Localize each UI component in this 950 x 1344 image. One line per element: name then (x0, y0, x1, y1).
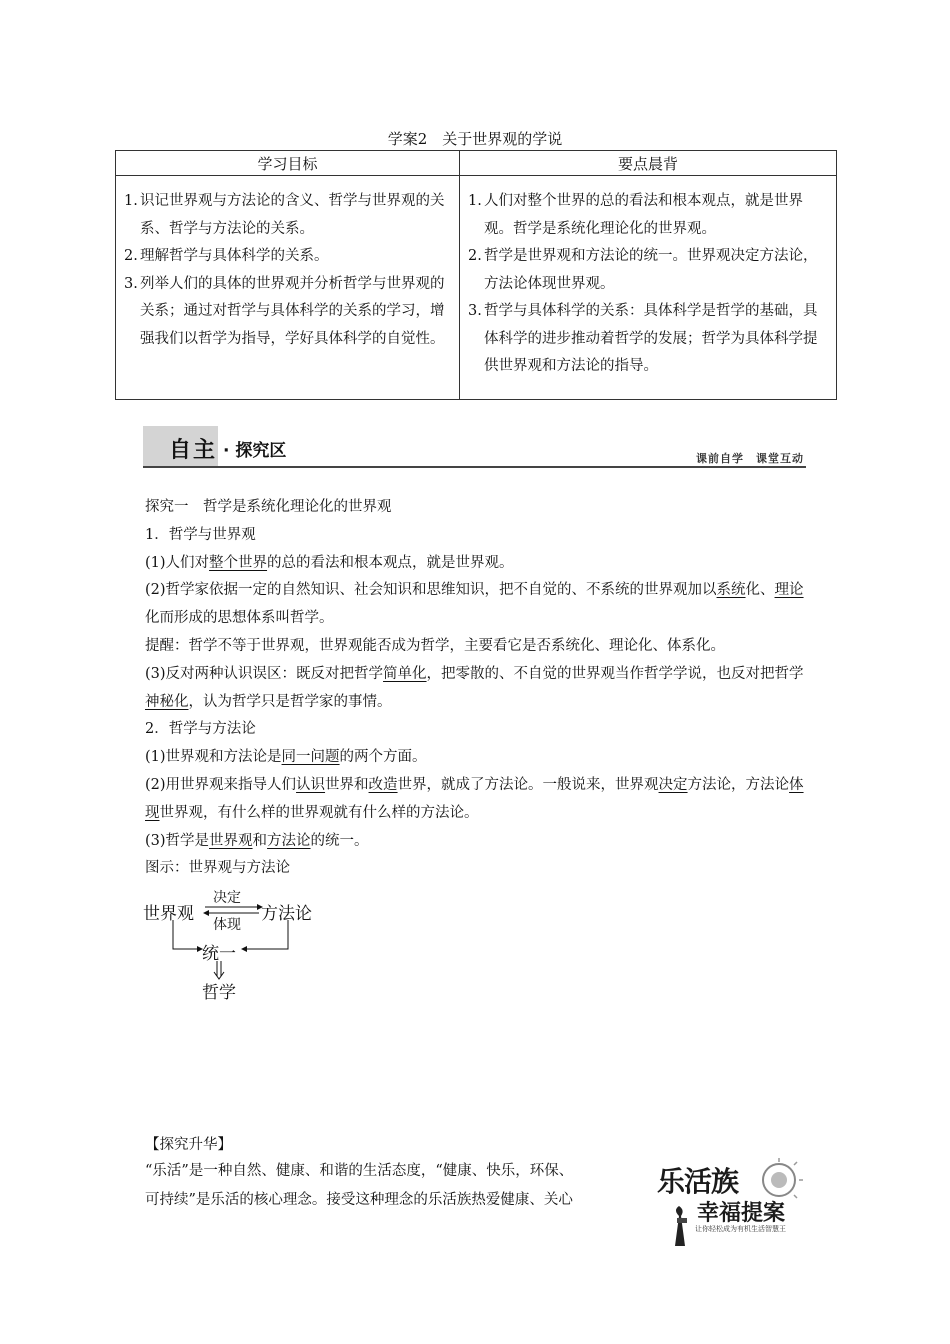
list-item: 2. 哲学是世界观和方法论的统一。世界观决定方法论，方法论体现世界观。 (468, 248, 818, 292)
banner-right: 课前自学 课堂互动 (696, 452, 804, 465)
divider (143, 466, 806, 468)
section-body (145, 494, 810, 883)
page-title: 学案2 关于世界观的学说 (387, 130, 563, 148)
diagram-worldview: 世界观 (143, 904, 194, 924)
paragraph: (3)哲学是世界观和方法论的统一。 (145, 832, 369, 849)
subheading-1: 1．哲学与世界观 (145, 526, 256, 543)
list-item: 3. 哲学与具体科学的关系：具体科学是哲学的基础，具体科学的进步推动着哲学的发展；哲学为具体科学提供世界观和方法论的指导。 (468, 303, 818, 374)
section-tag: 【探究升华】 (145, 1137, 232, 1153)
list-item: 3. 列举人们的具体的世界观并分析哲学与世界观的关系；通过对哲学与具体科学的关系的学习，增强我们以哲学为指导，学好具体科学的自觉性。 (124, 275, 445, 347)
banner-sub: · 探究区 (223, 441, 287, 461)
diagram-decides: 决定 (213, 890, 241, 906)
paragraph: (2)哲学家依据一定的自然知识、社会知识和思维知识，把不自觉的、不系统的世界观加以系统化、理论化而形成的思想体系叫哲学。 (145, 582, 804, 627)
goals-cell (116, 176, 460, 400)
list-item: 1. 识记世界观与方法论的含义、哲学与世界观的关系、哲学与方法论的关系。 (124, 193, 445, 237)
logo-subtitle: 幸福提案 (697, 1200, 786, 1226)
worldview-diagram (143, 884, 343, 1004)
diagram-embodies: 体现 (213, 917, 241, 933)
section-banner (143, 426, 806, 468)
section-heading: 探究一 哲学是系统化理论化的世界观 (145, 499, 392, 515)
table-header-key-points: 要点晨背 (460, 151, 837, 176)
subheading-2: 2．哲学与方法论 (145, 721, 256, 738)
list-item: 2. 理解哲学与具体科学的关系。 (124, 248, 329, 264)
tip: 提醒：哲学不等于世界观，世界观能否成为哲学，主要看它是否系统化、理论化、体系化。 (145, 637, 725, 654)
diagram-philosophy: 哲学 (202, 983, 236, 1003)
lohas-logo (655, 1158, 805, 1248)
key-points-cell (460, 176, 837, 400)
logo-small-text: 让你轻松成为有机生活智慧王 (695, 1225, 786, 1233)
logo-title: 乐活族 (657, 1165, 739, 1198)
banner-main: 自主 (169, 438, 218, 463)
lohas-paragraph: “乐活”是一种自然、健康、和谐的生活态度，“健康、快乐，环保、 可持续”是乐活的核心理念。接受这种理念的乐活族热爱健康、关心 (145, 1163, 574, 1208)
diagram-methodology: 方法论 (261, 904, 312, 924)
table-header-goals: 学习目标 (116, 151, 460, 176)
diagram-unity: 统一 (202, 944, 236, 964)
goals-table (115, 150, 837, 400)
figure-caption: 图示：世界观与方法论 (145, 860, 290, 877)
list-item: 1. 人们对整个世界的总的看法和根本观点，就是世界观。哲学是系统化理论化的世界观。 (468, 193, 803, 237)
paragraph: (3)反对两种认识误区：既反对把哲学简单化，把零散的、不自觉的世界观当作哲学学说，也反对把哲学神秘化，认为哲学只是哲学家的事情。 (145, 665, 804, 710)
paragraph: (2)用世界观来指导人们认识世界和改造世界，就成了方法论。一般说来，世界观决定方法论，方法论体现世界观，有什么样的世界观就有什么样的方法论。 (145, 776, 804, 821)
paragraph: (1)人们对整个世界的总的看法和根本观点，就是世界观。 (145, 554, 514, 571)
paragraph: (1)世界观和方法论是同一问题的两个方面。 (145, 749, 427, 766)
